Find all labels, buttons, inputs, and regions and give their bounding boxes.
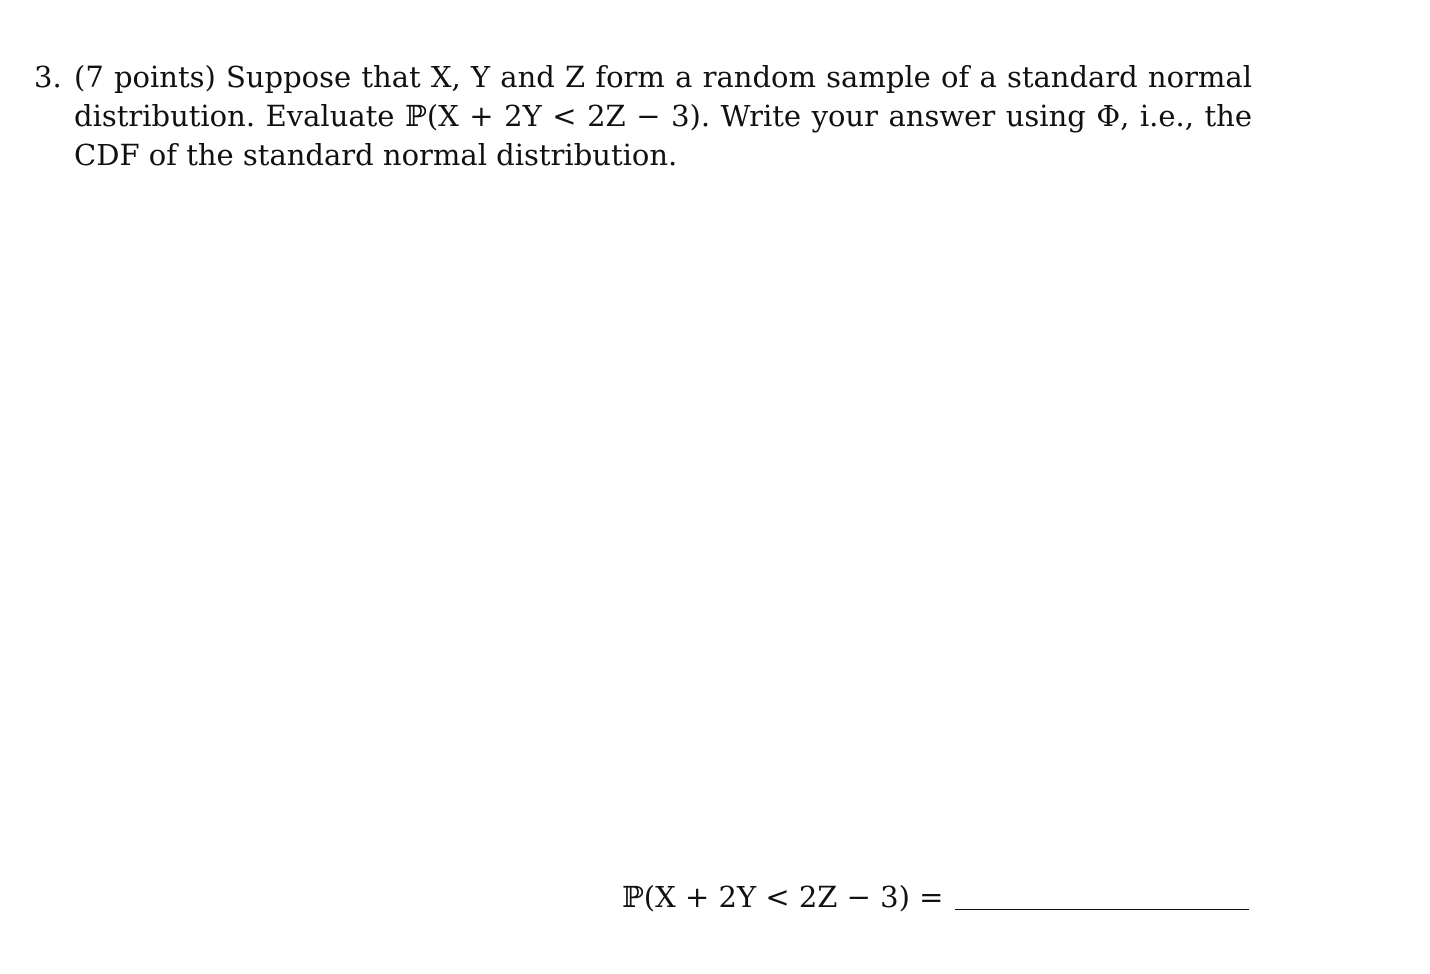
answer-blank[interactable] — [955, 885, 1249, 910]
problem-number: 3. — [34, 60, 62, 94]
problem-3 — [34, 58, 1252, 175]
problem-statement: (7 points) Suppose that X, Y and Z form a random sample of a standard normal distribution. Evaluate ℙ(X + 2Y < 2Z − 3). Write your answer using Φ, i.e., the CDF of the standard normal distribution. — [74, 60, 1252, 172]
answer-expression: ℙ(X + 2Y < 2Z − 3) = — [622, 880, 944, 914]
answer-line — [622, 878, 1249, 917]
